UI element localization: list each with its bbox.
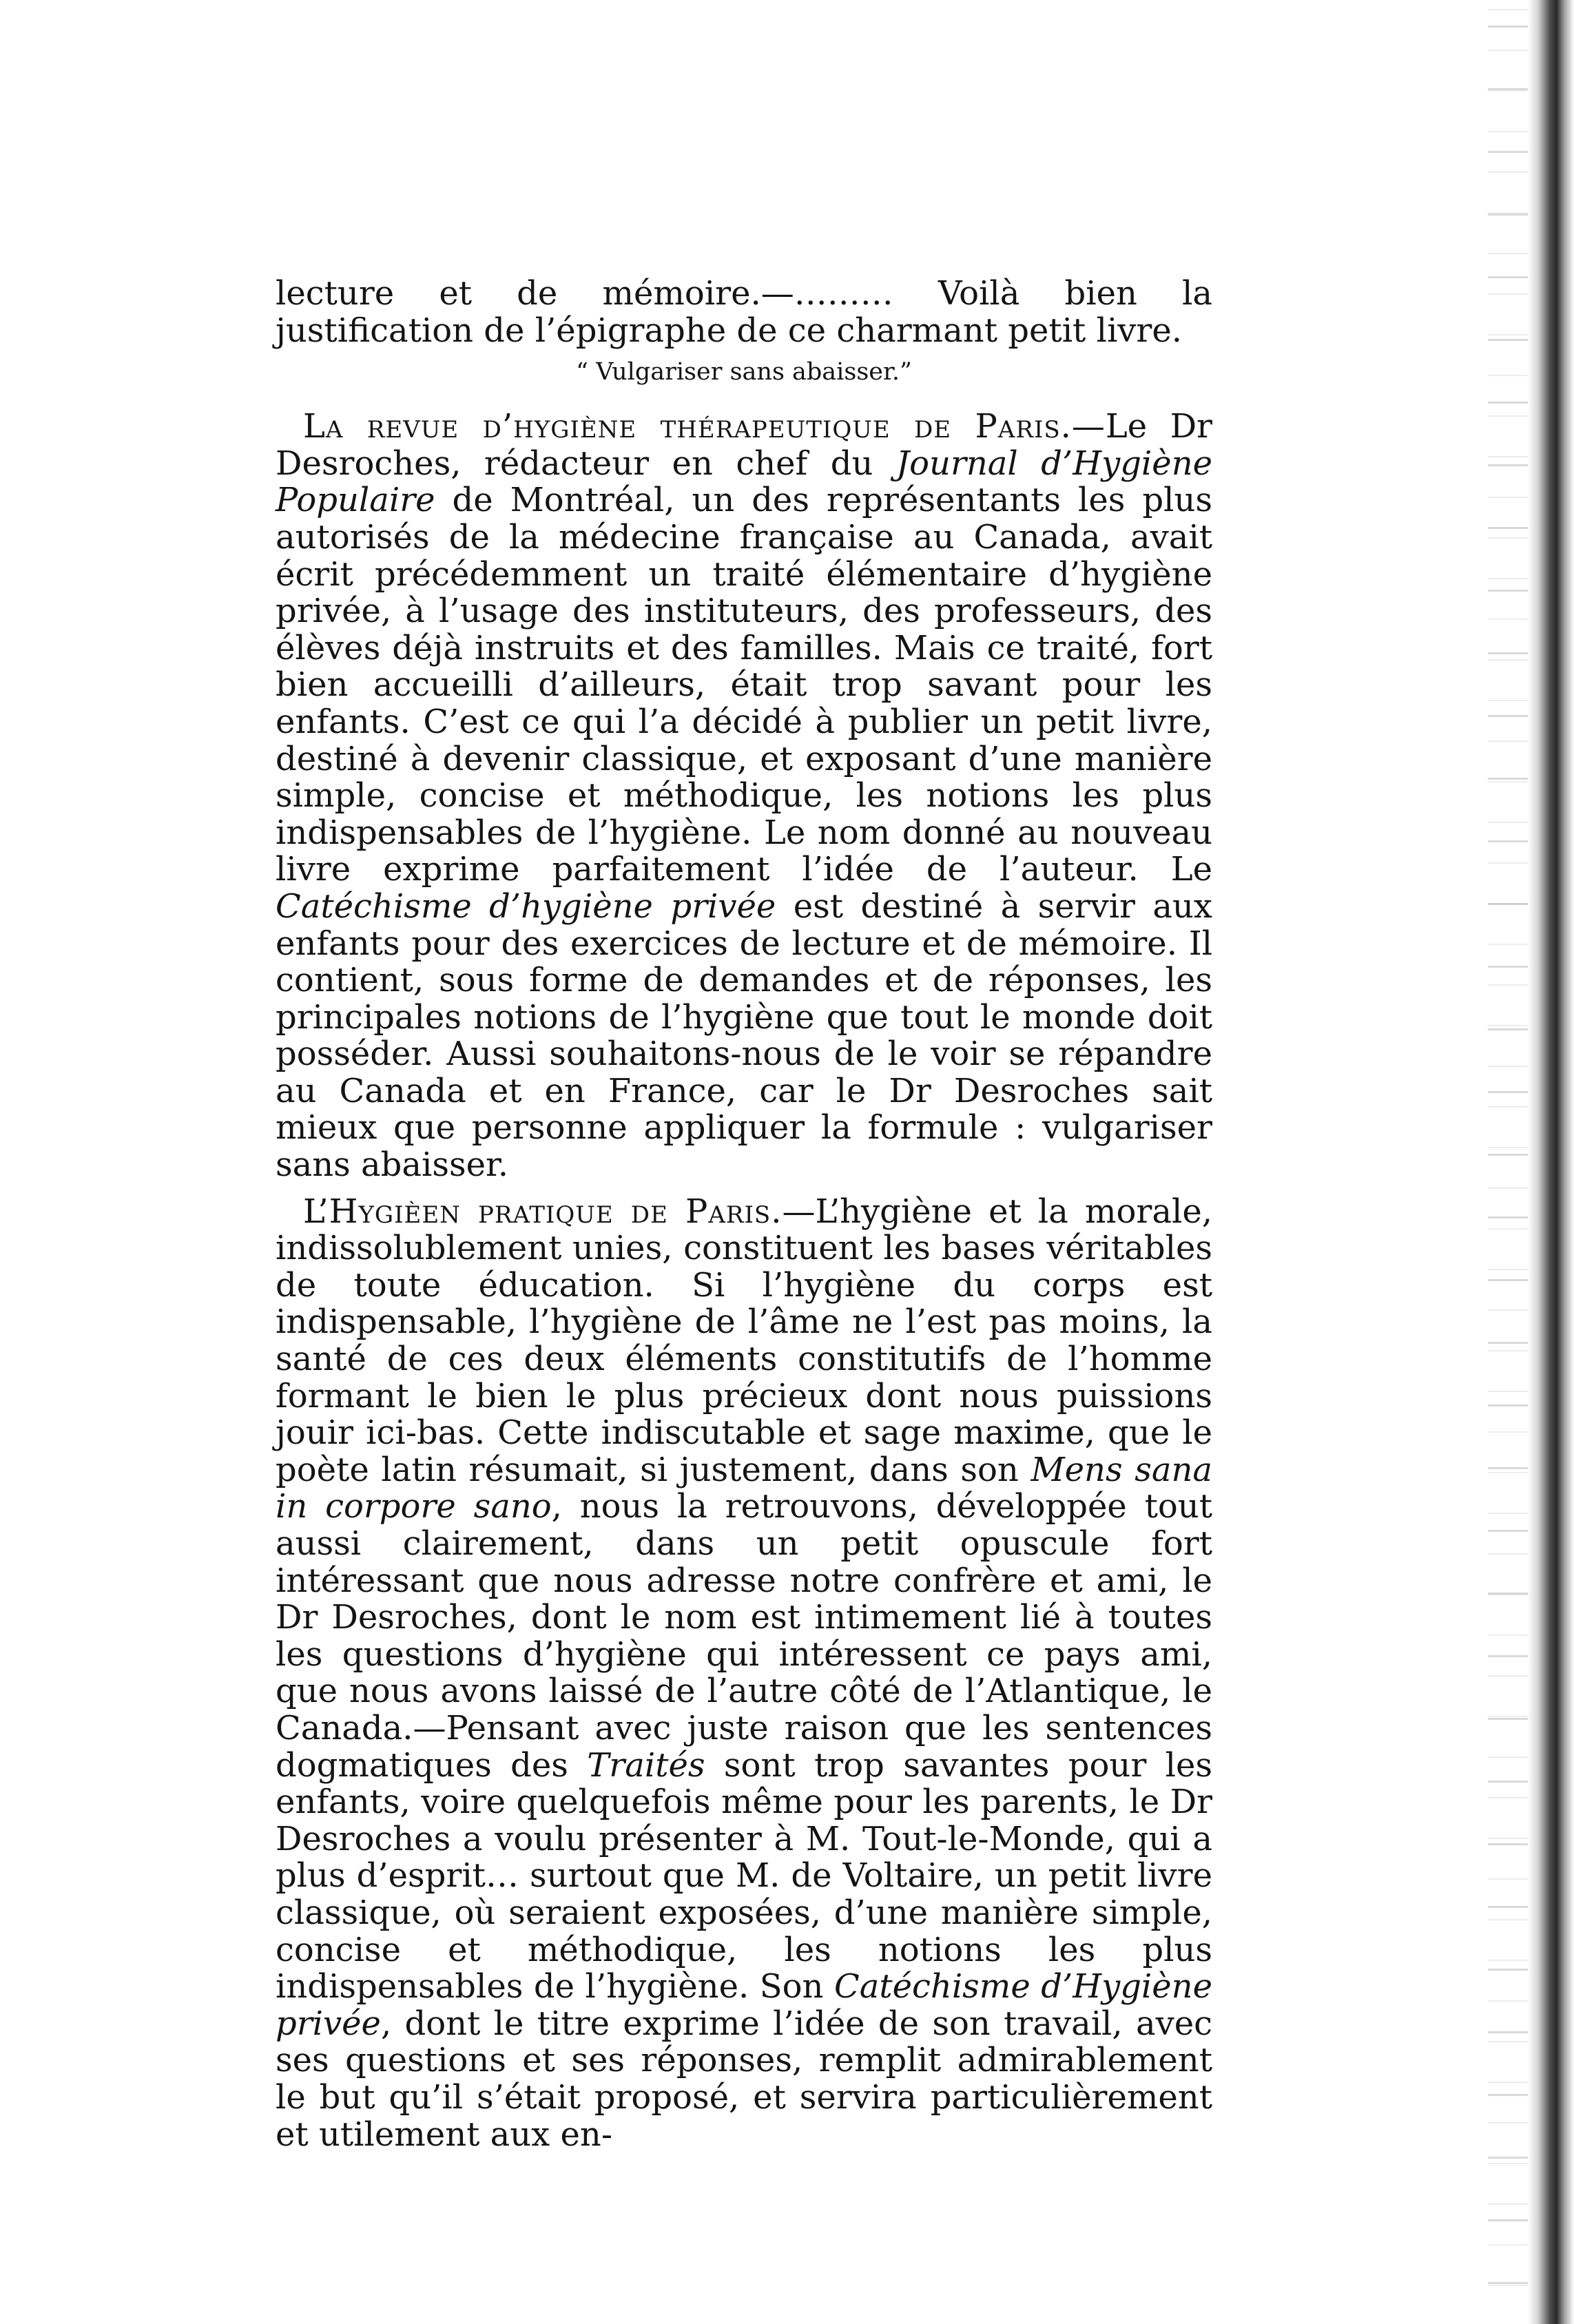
article-heading: La revue d’hygiène thérapeutique de Paris.—: [303, 407, 1106, 446]
article-heading: L’Hygièen pratique de Paris.: [303, 1192, 783, 1231]
page-edge-speckle: [1488, 0, 1529, 2324]
book-title: Catéchisme d’hygiène privée: [276, 886, 776, 926]
lead-paragraph: lecture et de mémoire.—……… Voilà bien la justification de l’épigraphe de ce charmant petit livre.: [276, 274, 1212, 350]
traites-word: Traités: [587, 1745, 705, 1785]
article-text: de Montréal, un des représentants les plus autorisés de la médecine française au Canada, avait écrit précédemment un traité élémentaire d’hygiène privée, à l’usage des instituteurs, des professeurs, des élèves déjà instruits et des familles. Mais ce traité, fort bien accueilli d’ailleurs, était trop savant pour les enfants. C’est ce qui l’a décidé à publier un petit livre, destiné à devenir classique, et exposant d’une manière simple, concise et méthodique, les notions les plus indispensables de l’hygiène. Le nom donné au nouveau livre exprime parfaitement l’idée de l’auteur. Le: [276, 481, 1212, 889]
article-revue-hygiene-therapeutique: [276, 408, 1212, 1183]
book-binding-edge: [1528, 0, 1574, 2324]
article-hygieen-pratique: [276, 1194, 1212, 2153]
article-text: est destiné à servir aux enfants pour des exercices de lecture et de mémoire. Il contient, sous forme de demandes et de réponses, les principales notions de l’hygiène que tout le monde doit posséder. Aussi souhaitons-nous de le voir se répandre au Canada et en France, car le Dr Desroches sait mieux que personne appliquer la formule : vulgariser sans abaisser.: [276, 886, 1213, 1185]
body-text: [276, 276, 1212, 2153]
journal-title: Journal d’Hygiène Populaire: [276, 444, 1213, 520]
article-text: , dont le titre exprime l’idée de son travail, avec ses questions et ses réponses, remplit admirablement le but qu’il s’était proposé, et servira particulièrement et utilement aux en-: [276, 2004, 1212, 2154]
article-text: , nous la retrouvons, développée tout aussi clairement, dans un petit opuscule fort intéressant que nous adresse notre confrère et ami, le Dr Desroches, dont le nom est intimement lié à toutes les questions d’hygiène qui intéressent ce pays ami, que nous avons laissé de l’autre côté de l’Atlantique, le Canada.—Pensant avec juste raison que les sentences dogmatiques des: [276, 1487, 1213, 1785]
latin-maxim: Mens sana in corpore sano: [276, 1450, 1213, 1526]
epigraph: “ Vulgariser sans abaisser.”: [576, 358, 912, 386]
article-text: sont trop savantes pour les enfants, voire quelquefois même pour les parents, le Dr Desroches a voulu présenter à M. Tout-le-Monde, qui a plus d’esprit… surtout que M. de Voltaire, un petit livre classique, où seraient exposées, d’une manière simple, concise et méthodique, les notions les plus indispensables de l’hygiène. Son: [276, 1745, 1212, 2006]
article-text: Le Dr Desroches, rédacteur en chef du: [276, 407, 1212, 483]
book-title: Catéchisme d’Hygiène privée: [276, 1967, 1213, 2043]
article-text: —L’hygiène et la morale, indissolublement unies, constituent les bases véritables de toute éducation. Si l’hygiène du corps est indispensable, l’hygiène de l’âme ne l’est pas moins, la santé de ces deux éléments constitutifs de l’homme formant le bien le plus précieux dont nous puissions jouir ici-bas. Cette indiscutable et sage maxime, que le poète latin résumait, si justement, dans son: [276, 1192, 1212, 1489]
